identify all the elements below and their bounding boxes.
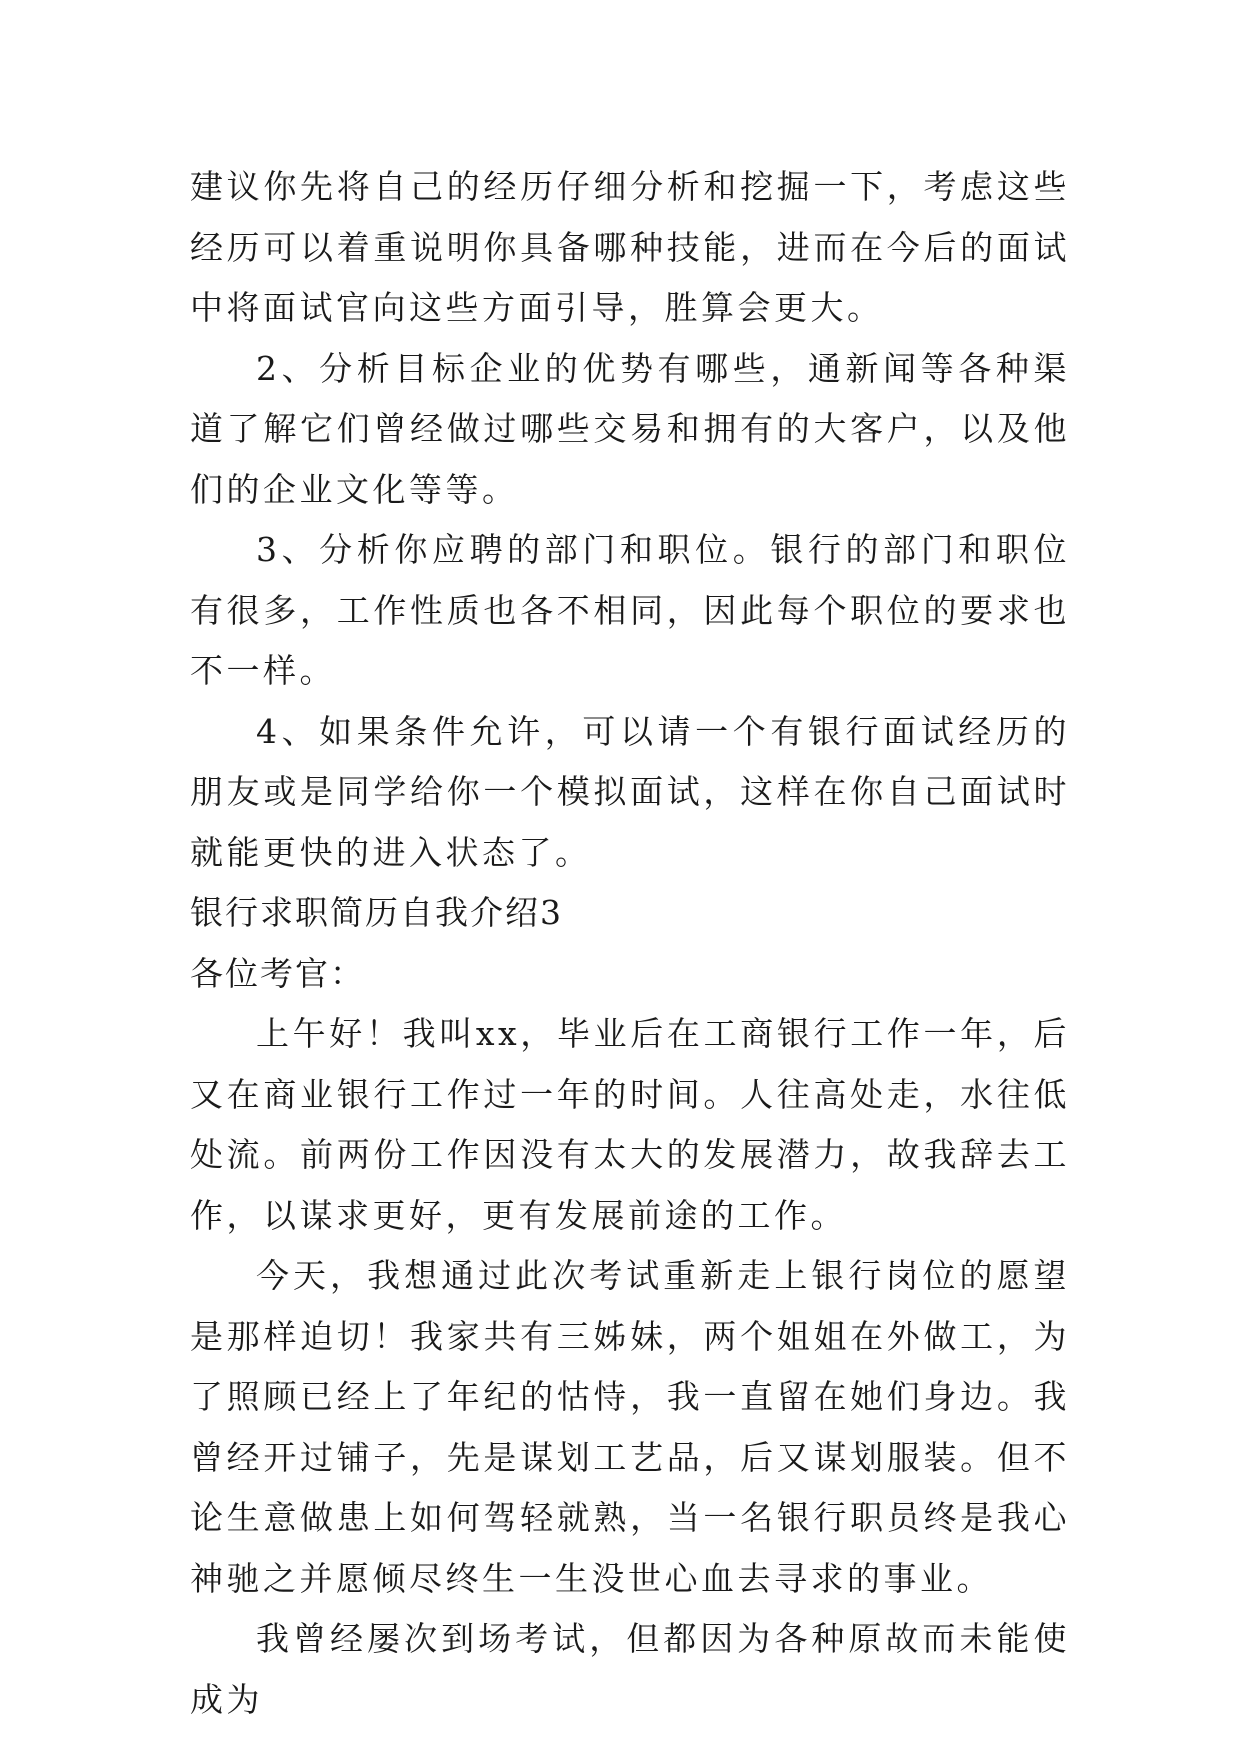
paragraph-point-3: 3、分析你应聘的部门和职位。银行的部门和职位有很多，工作性质也各不相同，因此每个职位的要求也不一样。 (190, 530, 1070, 690)
document-body (190, 157, 1070, 1730)
paragraph-greeting: 上午好！我叫xx，毕业后在工商银行工作一年，后又在商业银行工作过一年的时间。人往高处走，水往低处流。前两份工作因没有太大的发展潜力，故我辞去工作，以谋求更好，更有发展前途的工作。 (190, 1014, 1070, 1235)
paragraph-resume-analysis: 建议你先将自己的经历仔细分析和挖掘一下，考虑这些经历可以着重说明你具备哪种技能，进而在今后的面试中将面试官向这些方面引导，胜算会更大。 (190, 167, 1070, 327)
section-heading: 银行求职简历自我介绍3 (190, 893, 563, 932)
paragraph-exam-attempts: 我曾经屡次到场考试，但都因为各种原故而未能使成为 (190, 1619, 1070, 1719)
paragraph-point-2: 2、分析目标企业的优势有哪些，通新闻等各种渠道了解它们曾经做过哪些交易和拥有的大客户，以及他们的企业文化等等。 (190, 348, 1070, 509)
salutation: 各位考官： (190, 953, 365, 993)
paragraph-motivation: 今天，我想通过此次考试重新走上银行岗位的愿望是那样迫切！我家共有三姊妹，两个姐姐在外做工，为了照顾已经上了年纪的怙恃，我一直留在她们身边。我曾经开过铺子，先是谋划工艺品，后又谋划服装。但不论生意做患上如何驾轻就熟，当一名银行职员终是我心神驰之并愿倾尽终生一生没世心血去寻求的事业。 (190, 1256, 1070, 1598)
paragraph-point-4: 4、如果条件允许，可以请一个有银行面试经历的朋友或是同学给你一个模拟面试，这样在你自己面试时就能更快的进入状态了。 (190, 711, 1070, 872)
